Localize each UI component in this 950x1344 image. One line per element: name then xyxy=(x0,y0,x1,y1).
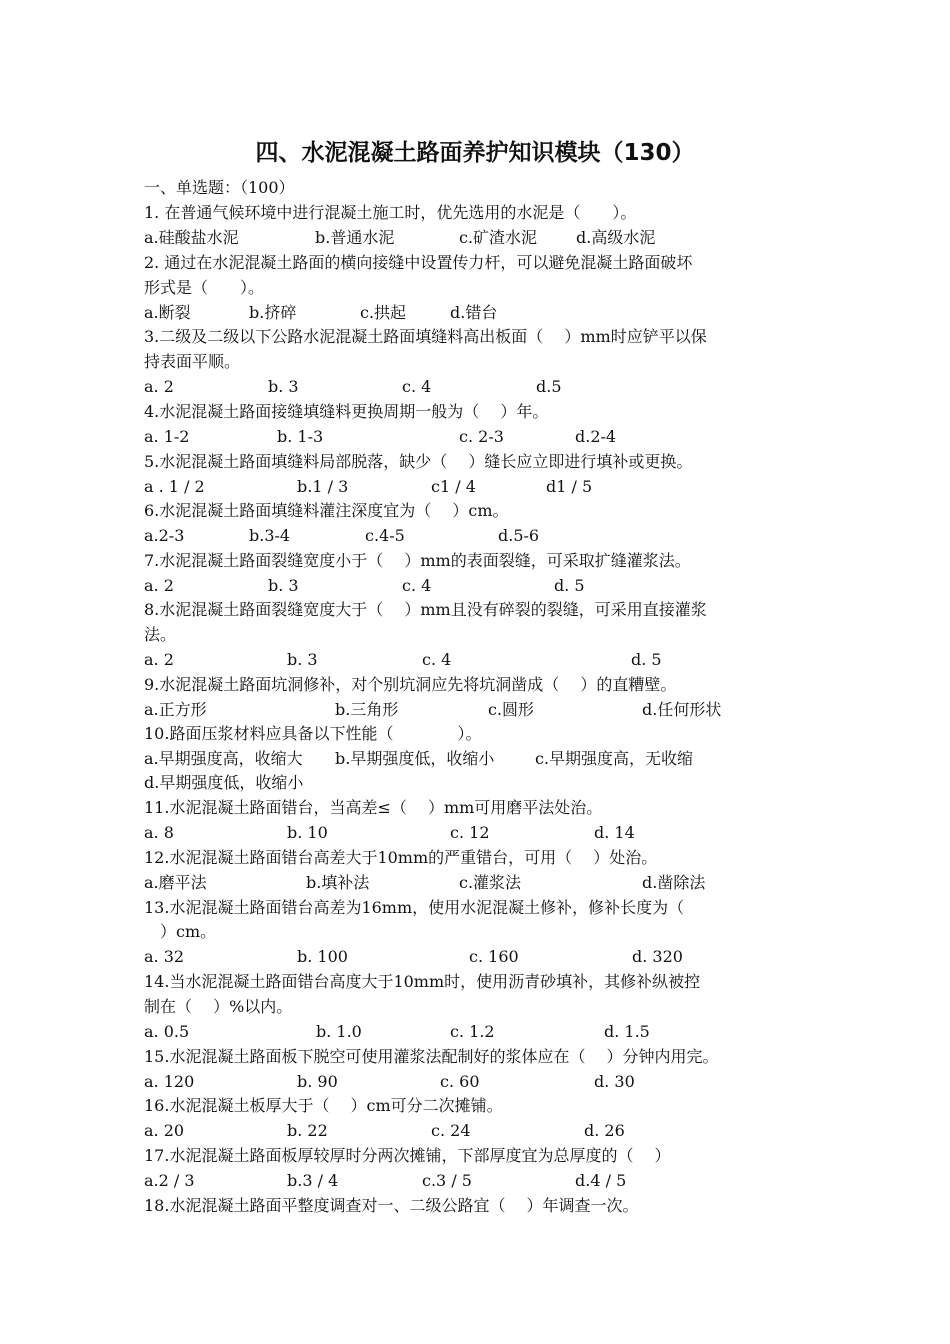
question-text: 6.水泥混凝土路面填缝料灌注深度宜为（ ）cm。 xyxy=(144,501,509,520)
answer-option-a: a. 20 xyxy=(144,1121,185,1140)
answer-option-d: d. 1.5 xyxy=(604,1022,650,1041)
answer-option-d: d.任何形状 xyxy=(642,700,722,719)
answer-option-c: c. 160 xyxy=(469,947,519,966)
answer-option-c: c. 4 xyxy=(402,576,432,595)
question-text: 1. 在普通气候环境中进行混凝土施工时，优先选用的水泥是（ ）。 xyxy=(144,203,637,222)
answer-option-a: a . 1 / 2 xyxy=(144,477,205,496)
question-text: 15.水泥混凝土路面板下脱空可使用灌浆法配制好的浆体应在（ ）分钟内用完。 xyxy=(144,1047,719,1066)
answer-option-d: d. 5 xyxy=(554,576,585,595)
answer-option-b: b.早期强度低，收缩小 xyxy=(335,749,495,768)
answer-option-a: a. 2 xyxy=(144,650,174,669)
answer-option-a: a.2 / 3 xyxy=(144,1171,195,1190)
answer-option-d: d. 26 xyxy=(584,1121,625,1140)
question-text: 9.水泥混凝土路面坑洞修补，对个别坑洞应先将坑洞凿成（ ）的直糟壁。 xyxy=(144,675,677,694)
answer-option-b: b. 1.0 xyxy=(316,1022,362,1041)
answer-option-b: b. 10 xyxy=(287,823,328,842)
question-text-continued: 持表面平顺。 xyxy=(144,352,241,371)
answer-option-b: b. 3 xyxy=(287,650,318,669)
answer-option-c: c. 12 xyxy=(450,823,490,842)
answer-option-d: d. 5 xyxy=(631,650,662,669)
question-text: 2. 通过在水泥混凝土路面的横向接缝中设置传力杆，可以避免混凝土路面破坏 xyxy=(144,253,693,272)
answer-option-d: d1 / 5 xyxy=(546,477,593,496)
answer-option-c: c. 60 xyxy=(440,1072,480,1091)
question-text: 7.水泥混凝土路面裂缝宽度小于（ ）mm的表面裂缝，可采取扩缝灌浆法。 xyxy=(144,551,691,570)
answer-option-c: c1 / 4 xyxy=(431,477,476,496)
answer-option-c: c.圆形 xyxy=(488,700,535,719)
answer-option-d: d. 14 xyxy=(594,823,635,842)
answer-option-a: a. 32 xyxy=(144,947,185,966)
answer-option-c: c.4-5 xyxy=(365,526,405,545)
question-text: 3.二级及二级以下公路水泥混凝土路面填缝料高出板面（ ）mm时应铲平以保 xyxy=(144,327,707,346)
section-heading: 一、单选题：（100） xyxy=(144,178,295,197)
question-text: 17.水泥混凝土路面板厚较厚时分两次摊铺，下部厚度宜为总厚度的（ ） xyxy=(144,1146,671,1165)
answer-option-d: d.2-4 xyxy=(575,427,617,446)
answer-option-c: c. 1.2 xyxy=(450,1022,495,1041)
answer-option-c: c.早期强度高，无收缩 xyxy=(535,749,694,768)
question-text: 16.水泥混凝土板厚大于（ ）cm可分二次摊铺。 xyxy=(144,1096,503,1115)
answer-option-d: d.凿除法 xyxy=(642,873,706,892)
answer-option-b: b. 3 xyxy=(268,576,299,595)
answer-option-d: d. 30 xyxy=(594,1072,635,1091)
answer-option-b: b.挤碎 xyxy=(249,303,297,322)
answer-option-a: a.硅酸盐水泥 xyxy=(144,228,239,247)
answer-option-c: c.拱起 xyxy=(360,303,407,322)
answer-option-a: a. 2 xyxy=(144,377,174,396)
answer-option-b: b. 1-3 xyxy=(277,427,324,446)
answer-option-c: c. 4 xyxy=(422,650,452,669)
question-text: 11.水泥混凝土路面错台，当高差≤（ ）mm可用磨平法处治。 xyxy=(144,798,603,817)
answer-option-a: a.磨平法 xyxy=(144,873,207,892)
page-title: 四、水泥混凝土路面养护知识模块（130） xyxy=(255,140,695,166)
question-text: 5.水泥混凝土路面填缝料局部脱落，缺少（ ）缝长应立即进行填补或更换。 xyxy=(144,452,693,471)
answer-option-b: b.三角形 xyxy=(335,700,399,719)
answer-option-d: d. 320 xyxy=(632,947,683,966)
answer-option-b: b. 3 xyxy=(268,377,299,396)
answer-option-a: a.断裂 xyxy=(144,303,191,322)
answer-option-d: d.5-6 xyxy=(498,526,540,545)
question-text: 4.水泥混凝土路面接缝填缝料更换周期一般为（ ）年。 xyxy=(144,402,549,421)
answer-option-b: b.1 / 3 xyxy=(297,477,349,496)
answer-option-a: a. 0.5 xyxy=(144,1022,190,1041)
answer-option-c: c.矿渣水泥 xyxy=(459,228,538,247)
question-text-continued: 制在（ ）%以内。 xyxy=(144,997,293,1016)
question-text-continued: 形式是（ ）。 xyxy=(144,278,265,297)
answer-option-c: c.3 / 5 xyxy=(422,1171,472,1190)
answer-option-b: b. 100 xyxy=(297,947,348,966)
answer-option-a: a.2-3 xyxy=(144,526,185,545)
answer-option-b: b.普通水泥 xyxy=(315,228,395,247)
answer-option-d: d.早期强度低，收缩小 xyxy=(144,773,304,792)
answer-option-d: d.4 / 5 xyxy=(575,1171,627,1190)
answer-option-a: a.正方形 xyxy=(144,700,207,719)
answer-option-b: b. 22 xyxy=(287,1121,328,1140)
answer-option-d: d.错台 xyxy=(450,303,498,322)
answer-option-d: d.高级水泥 xyxy=(576,228,656,247)
answer-option-b: b.3 / 4 xyxy=(287,1171,339,1190)
question-text: 12.水泥混凝土路面错台高差大于10mm的严重错台，可用（ ）处治。 xyxy=(144,848,658,867)
answer-option-a: a. 8 xyxy=(144,823,174,842)
question-text-continued: 法。 xyxy=(144,625,177,644)
answer-option-b: b.3-4 xyxy=(249,526,291,545)
answer-option-c: c. 2-3 xyxy=(459,427,504,446)
answer-option-a: a. 1-2 xyxy=(144,427,190,446)
answer-option-b: b.填补法 xyxy=(306,873,370,892)
answer-option-c: c. 24 xyxy=(431,1121,471,1140)
question-text: 10.路面压浆材料应具备以下性能（ ）。 xyxy=(144,724,482,743)
question-text: 8.水泥混凝土路面裂缝宽度大于（ ）mm且没有碎裂的裂缝，可采用直接灌浆 xyxy=(144,600,707,619)
answer-option-c: c.灌浆法 xyxy=(459,873,522,892)
question-text: 18.水泥混凝土路面平整度调查对一、二级公路宜（ ）年调查一次。 xyxy=(144,1196,639,1215)
answer-option-a: a. 120 xyxy=(144,1072,195,1091)
question-text: 13.水泥混凝土路面错台高差为16mm，使用水泥混凝土修补，修补长度为（ xyxy=(144,898,685,917)
answer-option-a: a.早期强度高，收缩大 xyxy=(144,749,303,768)
answer-option-b: b. 90 xyxy=(297,1072,338,1091)
question-text: 14.当水泥混凝土路面错台高度大于10mm时，使用沥青砂填补，其修补纵被控 xyxy=(144,972,701,991)
answer-option-d: d.5 xyxy=(536,377,562,396)
question-text-continued: ）cm。 xyxy=(144,922,217,941)
answer-option-c: c. 4 xyxy=(402,377,432,396)
answer-option-a: a. 2 xyxy=(144,576,174,595)
